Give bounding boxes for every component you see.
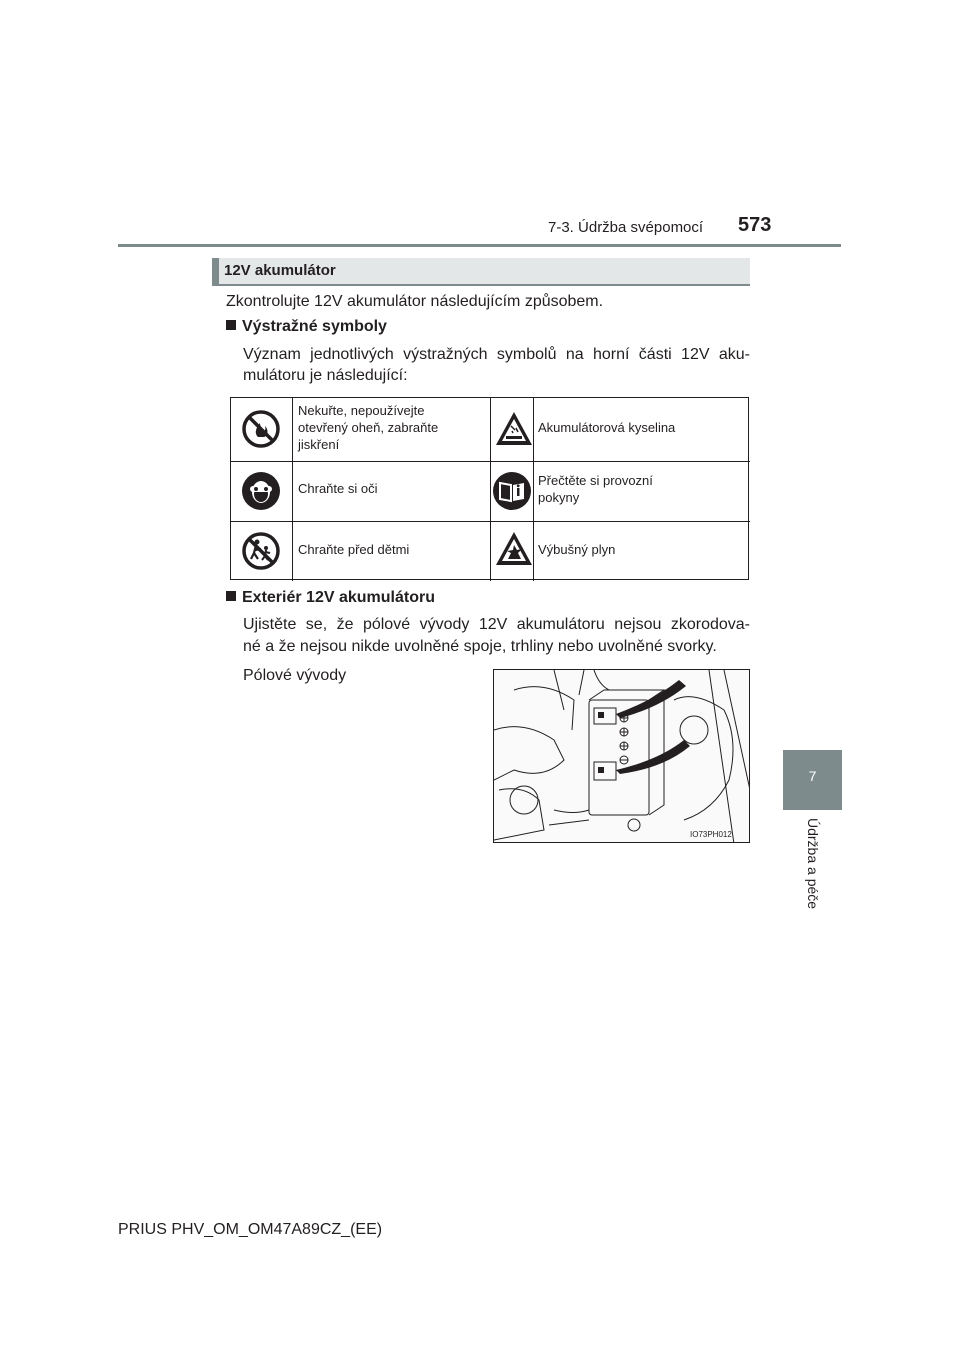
battery-terminals-figure bbox=[493, 669, 750, 843]
warning-symbols-desc-line2: mulátoru je následující: bbox=[243, 367, 408, 384]
acid-warning-icon bbox=[494, 409, 534, 449]
symbol-label-line: Nekuřte, nepoužívejte bbox=[298, 403, 425, 418]
symbol-label-read-manual bbox=[538, 472, 653, 506]
section-title: 12V akumulátor bbox=[224, 262, 336, 279]
battery-illustration bbox=[494, 670, 750, 843]
running-header-section: 7-3. Údržba svépomocí bbox=[548, 219, 704, 236]
exterior-desc-line2: né a že nejsou nikde uvolněné spoje, trhliny nebo uvolněné svorky. bbox=[243, 638, 717, 655]
read-manual-icon bbox=[492, 471, 532, 511]
section-bar-accent bbox=[212, 258, 219, 284]
symbol-label-line: Chraňte si oči bbox=[298, 481, 378, 496]
symbol-label-line: Přečtěte si provozní bbox=[538, 473, 653, 488]
symbol-label-line: Akumulátorová kyselina bbox=[538, 420, 676, 435]
terminals-label: Pólové vývody bbox=[243, 667, 347, 684]
symbol-label-acid bbox=[538, 419, 675, 436]
symbol-label-line: pokyny bbox=[538, 490, 580, 505]
warning-symbols-desc-line1: Význam jednotlivých výstražných symbolů na horní části 12V aku- bbox=[243, 346, 750, 363]
keep-children-away-icon bbox=[241, 531, 281, 571]
warning-symbols-heading-text: Výstražné symboly bbox=[242, 318, 387, 335]
bullet-square-icon bbox=[226, 320, 236, 330]
chapter-number: 7 bbox=[808, 768, 817, 784]
symbol-label-explosive bbox=[538, 541, 615, 558]
symbol-label-no-fire bbox=[298, 402, 438, 453]
exterior-heading bbox=[226, 589, 435, 607]
warning-symbols-heading bbox=[226, 318, 387, 336]
symbol-label-line: Chraňte před dětmi bbox=[298, 542, 410, 557]
section-bar-rule bbox=[212, 284, 750, 286]
explosive-gas-icon bbox=[494, 529, 534, 569]
eye-protection-icon bbox=[241, 471, 281, 511]
warning-symbols-table bbox=[230, 397, 749, 580]
symbol-label-children bbox=[298, 541, 409, 558]
symbol-label-line: Výbušný plyn bbox=[538, 542, 616, 557]
header-rule bbox=[118, 244, 841, 247]
table-col-divider bbox=[292, 398, 293, 581]
page-number: 573 bbox=[738, 214, 772, 236]
exterior-heading-text: Exteriér 12V akumulátoru bbox=[242, 589, 435, 606]
chapter-title: Údržba a péče bbox=[805, 818, 821, 910]
intro-text: Zkontrolujte 12V akumulátor následujícím způsobem. bbox=[226, 293, 604, 310]
table-col-divider bbox=[490, 398, 491, 581]
figure-code: IO73PH012 bbox=[690, 830, 732, 839]
bullet-square-icon bbox=[226, 591, 236, 601]
exterior-desc-line1: Ujistěte se, že pólové vývody 12V akumulátoru nejsou zkorodova- bbox=[243, 616, 750, 633]
symbol-label-eye-protection bbox=[298, 480, 377, 497]
symbol-label-line: jiskření bbox=[298, 437, 340, 452]
symbol-label-line: otevřený oheň, zabraňte bbox=[298, 420, 439, 435]
no-fire-icon bbox=[241, 409, 281, 449]
document-code: PRIUS PHV_OM_OM47A89CZ_(EE) bbox=[118, 1221, 383, 1238]
